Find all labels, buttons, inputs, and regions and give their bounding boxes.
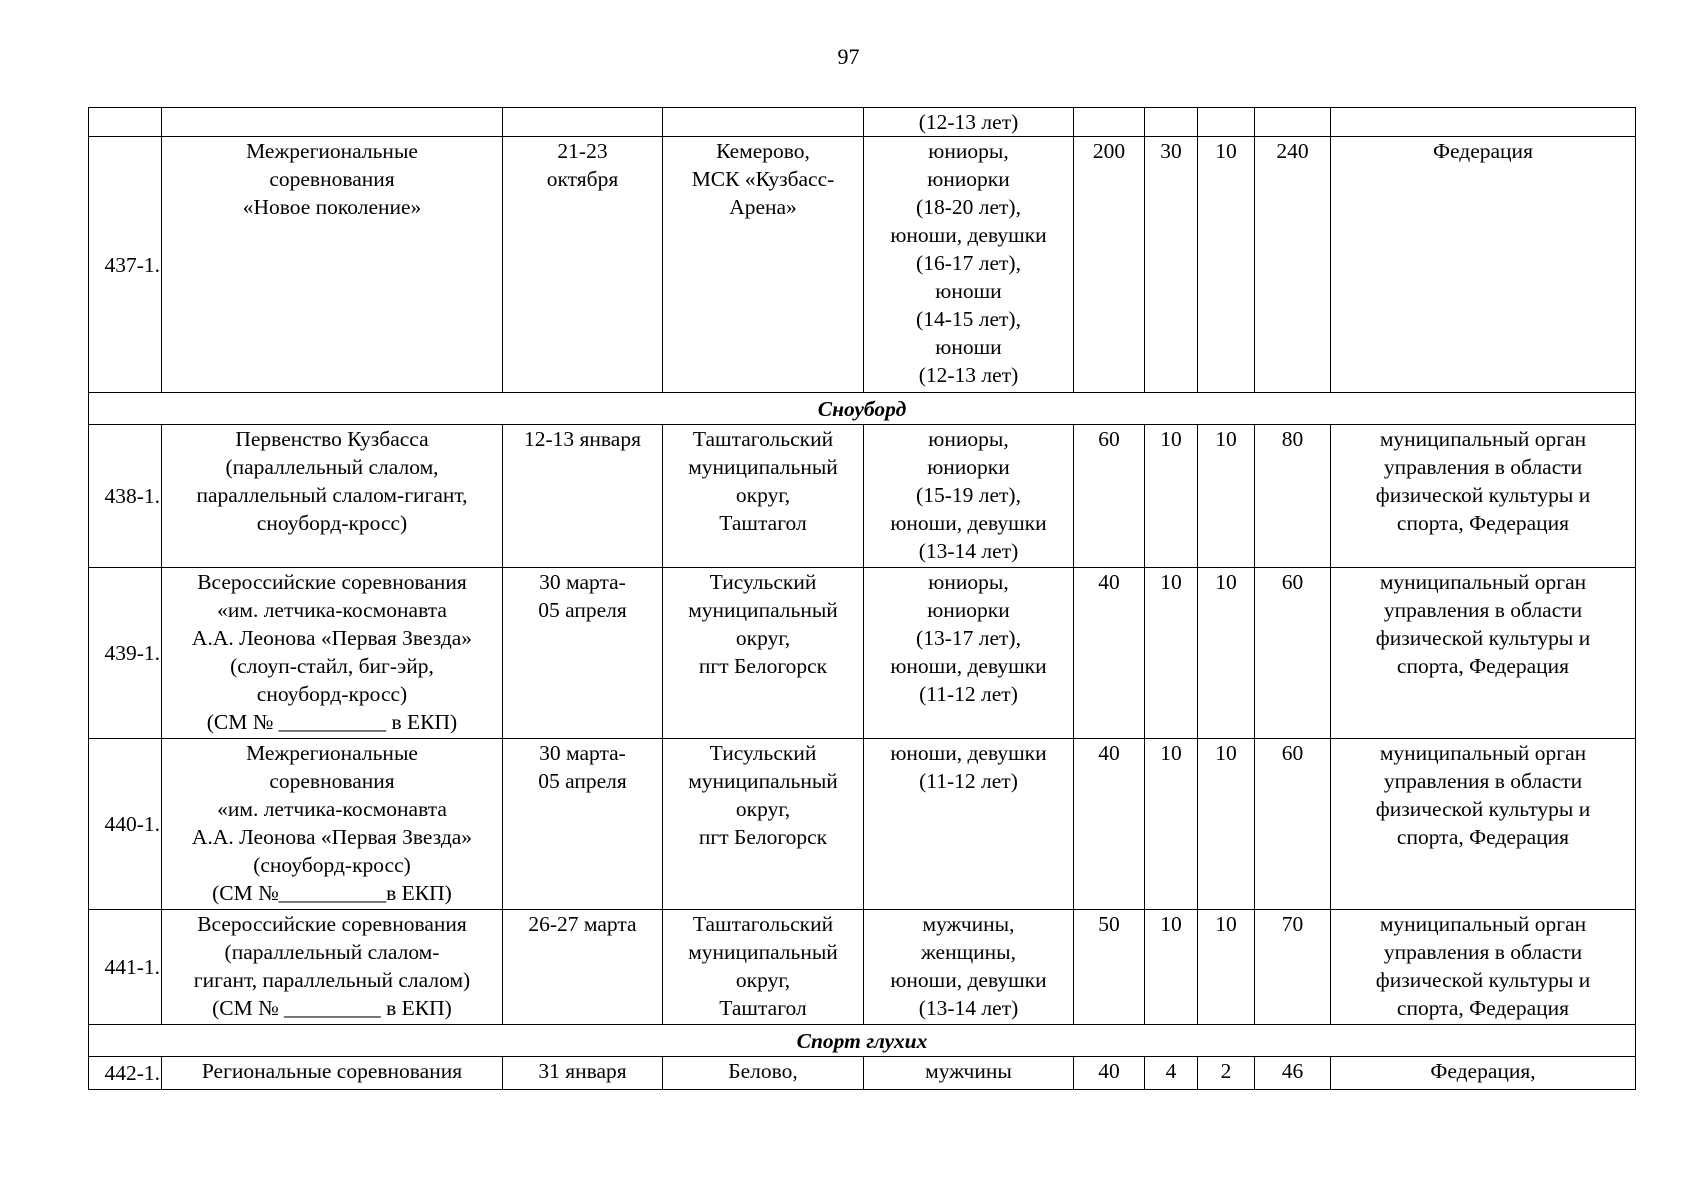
organizer-line: физической культуры и: [1375, 626, 1591, 650]
event-dates: [503, 910, 663, 1025]
count-judges: 10: [1198, 137, 1255, 393]
count-athletes: 40: [1074, 739, 1145, 910]
event-name-line: Межрегиональные: [246, 741, 418, 765]
participant-group-line: женщины,: [920, 940, 1016, 964]
participant-group-line: юниоры,: [928, 570, 1009, 594]
count-athletes: 40: [1074, 1057, 1145, 1090]
count-judges: 10: [1198, 910, 1255, 1025]
table-row: [89, 425, 1636, 568]
count-judges: [1198, 108, 1255, 137]
participant-group-line: юниоры,: [928, 139, 1009, 163]
count-coaches: 10: [1145, 910, 1198, 1025]
table-row: [89, 568, 1636, 739]
event-place-line: муниципальный: [688, 940, 838, 964]
event-dates-line: 26-27 марта: [528, 912, 637, 936]
count-total: 46: [1255, 1057, 1331, 1090]
count-athletes: [1074, 108, 1145, 137]
event-place-line: Кемерово,: [716, 139, 810, 163]
page-number: 97: [837, 44, 860, 69]
count-judges: 10: [1198, 425, 1255, 568]
organizer-line: муниципальный орган: [1379, 427, 1587, 451]
event-place-line: муниципальный: [688, 769, 838, 793]
organizer: [1331, 910, 1636, 1025]
participant-group-line: юноши, девушки: [890, 968, 1047, 992]
count-athletes: 50: [1074, 910, 1145, 1025]
organizer-line: управления в области: [1383, 598, 1583, 622]
table-row: [89, 137, 1636, 393]
event-name-line: «им. летчика-космонавта: [217, 797, 447, 821]
section-title: Сноуборд: [89, 393, 1636, 425]
event-number: 441-1.: [89, 910, 162, 1025]
event-name: [162, 425, 503, 568]
event-dates-line: 31 января: [538, 1059, 627, 1083]
event-dates: [503, 108, 663, 137]
event-name-line: (СМ №__________в ЕКП): [212, 881, 452, 905]
organizer: [1331, 108, 1636, 137]
count-coaches: 4: [1145, 1057, 1198, 1090]
participant-group: [864, 108, 1074, 137]
participant-group: [864, 568, 1074, 739]
event-name-line: Первенство Кузбасса: [235, 427, 429, 451]
section-header-row: [89, 393, 1636, 425]
event-dates: [503, 425, 663, 568]
participant-group-line: юноши, девушки: [890, 223, 1047, 247]
organizer-line: управления в области: [1383, 940, 1583, 964]
organizer-line: спорта, Федерация: [1396, 825, 1570, 849]
event-name-line: (параллельный слалом-: [224, 940, 440, 964]
event-place-line: Тисульский: [709, 570, 817, 594]
participant-group-line: (14-15 лет),: [916, 307, 1021, 331]
event-place-line: Арена»: [729, 195, 797, 219]
event-name-line: соревнования: [269, 167, 395, 191]
event-dates: [503, 1057, 663, 1090]
participant-group: [864, 425, 1074, 568]
organizer: [1331, 568, 1636, 739]
event-name-line: (СМ № _________ в ЕКП): [212, 996, 452, 1020]
count-total: 70: [1255, 910, 1331, 1025]
count-athletes: 60: [1074, 425, 1145, 568]
event-name-line: А.А. Леонова «Первая Звезда»: [191, 626, 473, 650]
count-total: 80: [1255, 425, 1331, 568]
event-name-line: гигант, параллельный слалом): [193, 968, 471, 992]
events-table: [88, 107, 1636, 1090]
participant-group-line: (13-17 лет),: [916, 626, 1021, 650]
table-row: [89, 910, 1636, 1025]
event-place: [663, 425, 864, 568]
table-row: [89, 108, 1636, 137]
event-name-line: Всероссийские соревнования: [197, 570, 467, 594]
event-dates-line: 12-13 января: [524, 427, 641, 451]
event-place: [663, 1057, 864, 1090]
organizer-line: спорта, Федерация: [1396, 511, 1570, 535]
event-dates-line: октября: [546, 167, 619, 191]
participant-group-line: (15-19 лет),: [916, 483, 1021, 507]
event-name: [162, 137, 503, 393]
event-name-line: Всероссийские соревнования: [197, 912, 467, 936]
organizer: [1331, 425, 1636, 568]
event-place-line: муниципальный: [688, 598, 838, 622]
event-number: 437-1.: [89, 137, 162, 393]
event-name-line: сноуборд-кросс): [256, 682, 408, 706]
event-name-line: «им. летчика-космонавта: [217, 598, 447, 622]
event-name-line: «Новое поколение»: [242, 195, 422, 219]
participant-group-line: юноши, девушки: [890, 741, 1047, 765]
event-place-line: Таштагол: [719, 511, 807, 535]
organizer-line: муниципальный орган: [1379, 570, 1587, 594]
count-total: 240: [1255, 137, 1331, 393]
event-name: [162, 739, 503, 910]
count-judges: 10: [1198, 568, 1255, 739]
participant-group-line: юноши: [935, 279, 1002, 303]
event-place-line: пгт Белогорск: [698, 654, 828, 678]
participant-group: [864, 739, 1074, 910]
event-dates-line: 05 апреля: [538, 598, 627, 622]
event-name-line: (слоуп-стайл, биг-эйр,: [230, 654, 434, 678]
event-place-line: МСК «Кузбасс-: [691, 167, 835, 191]
section-header-row: [89, 1025, 1636, 1057]
organizer-line: физической культуры и: [1375, 483, 1591, 507]
event-number: 439-1.: [89, 568, 162, 739]
event-place-line: Таштагол: [719, 996, 807, 1020]
count-coaches: 10: [1145, 425, 1198, 568]
event-name: [162, 568, 503, 739]
participant-group-line: (13-14 лет): [918, 996, 1019, 1020]
count-coaches: [1145, 108, 1198, 137]
organizer: [1331, 1057, 1636, 1090]
event-name: [162, 108, 503, 137]
event-place: [663, 910, 864, 1025]
event-place-line: пгт Белогорск: [698, 825, 828, 849]
event-name-line: параллельный слалом-гигант,: [196, 483, 468, 507]
organizer-line: Федерация,: [1430, 1059, 1536, 1083]
event-name-line: Межрегиональные: [246, 139, 418, 163]
participant-group-line: мужчины: [925, 1059, 1012, 1083]
participant-group-line: (16-17 лет),: [916, 251, 1021, 275]
participant-group-line: юноши, девушки: [890, 654, 1047, 678]
event-place-line: Таштагольский: [692, 427, 834, 451]
count-coaches: 10: [1145, 739, 1198, 910]
count-total: 60: [1255, 739, 1331, 910]
event-dates: [503, 568, 663, 739]
event-place-line: муниципальный: [688, 455, 838, 479]
event-place: [663, 739, 864, 910]
participant-group-line: юниорки: [927, 455, 1010, 479]
participant-group-line: (11-12 лет): [919, 682, 1018, 706]
participant-group-line: (18-20 лет),: [916, 195, 1021, 219]
event-name-line: (параллельный слалом,: [225, 455, 439, 479]
participant-group: [864, 910, 1074, 1025]
event-place-line: округ,: [735, 797, 791, 821]
event-name-line: Региональные соревнования: [201, 1059, 463, 1083]
organizer-line: муниципальный орган: [1379, 741, 1587, 765]
participant-group: [864, 1057, 1074, 1090]
organizer-line: физической культуры и: [1375, 968, 1591, 992]
count-total: [1255, 108, 1331, 137]
organizer-line: спорта, Федерация: [1396, 654, 1570, 678]
participant-group-line: юниорки: [927, 167, 1010, 191]
event-name-line: соревнования: [269, 769, 395, 793]
event-name: [162, 1057, 503, 1090]
event-dates-line: 05 апреля: [538, 769, 627, 793]
participant-group-line: юниоры,: [928, 427, 1009, 451]
event-place: [663, 568, 864, 739]
organizer-line: муниципальный орган: [1379, 912, 1587, 936]
table-body: [89, 108, 1636, 1090]
participant-group: [864, 137, 1074, 393]
event-dates: [503, 137, 663, 393]
count-athletes: 40: [1074, 568, 1145, 739]
count-coaches: 10: [1145, 568, 1198, 739]
event-place-line: Таштагольский: [692, 912, 834, 936]
event-number: [89, 108, 162, 137]
event-place-line: Тисульский: [709, 741, 817, 765]
event-place-line: округ,: [735, 626, 791, 650]
event-dates-line: 21-23: [557, 139, 608, 163]
organizer-line: управления в области: [1383, 769, 1583, 793]
organizer-line: физической культуры и: [1375, 797, 1591, 821]
event-dates: [503, 739, 663, 910]
event-place: [663, 108, 864, 137]
event-place-line: округ,: [735, 483, 791, 507]
event-number: 438-1.: [89, 425, 162, 568]
event-name: [162, 910, 503, 1025]
participant-group-line: (12-13 лет): [918, 363, 1019, 387]
organizer: [1331, 739, 1636, 910]
count-total: 60: [1255, 568, 1331, 739]
count-judges: 2: [1198, 1057, 1255, 1090]
event-name-line: А.А. Леонова «Первая Звезда»: [191, 825, 473, 849]
event-dates-line: 30 марта-: [539, 741, 626, 765]
table-row: [89, 1057, 1636, 1090]
event-place-line: округ,: [735, 968, 791, 992]
participant-group-line: (13-14 лет): [918, 539, 1019, 563]
event-name-line: (сноуборд-кросс): [253, 853, 411, 877]
event-dates-line: 30 марта-: [539, 570, 626, 594]
organizer-line: Федерация: [1433, 139, 1533, 163]
event-name-line: (СМ № __________ в ЕКП): [206, 710, 458, 734]
participant-group-line: (12-13 лет): [918, 110, 1019, 134]
event-name-line: сноуборд-кросс): [256, 511, 408, 535]
participant-group-line: юноши: [935, 335, 1002, 359]
count-coaches: 30: [1145, 137, 1198, 393]
event-number: 440-1.: [89, 739, 162, 910]
participant-group-line: (11-12 лет): [919, 769, 1018, 793]
organizer: [1331, 137, 1636, 393]
event-place: [663, 137, 864, 393]
event-number: 442-1.: [89, 1057, 162, 1090]
organizer-line: спорта, Федерация: [1396, 996, 1570, 1020]
section-title: Спорт глухих: [89, 1025, 1636, 1057]
event-place-line: Белово,: [728, 1059, 798, 1083]
count-athletes: 200: [1074, 137, 1145, 393]
participant-group-line: юниорки: [927, 598, 1010, 622]
participant-group-line: юноши, девушки: [890, 511, 1047, 535]
table-row: [89, 739, 1636, 910]
participant-group-line: мужчины,: [922, 912, 1015, 936]
organizer-line: управления в области: [1383, 455, 1583, 479]
count-judges: 10: [1198, 739, 1255, 910]
